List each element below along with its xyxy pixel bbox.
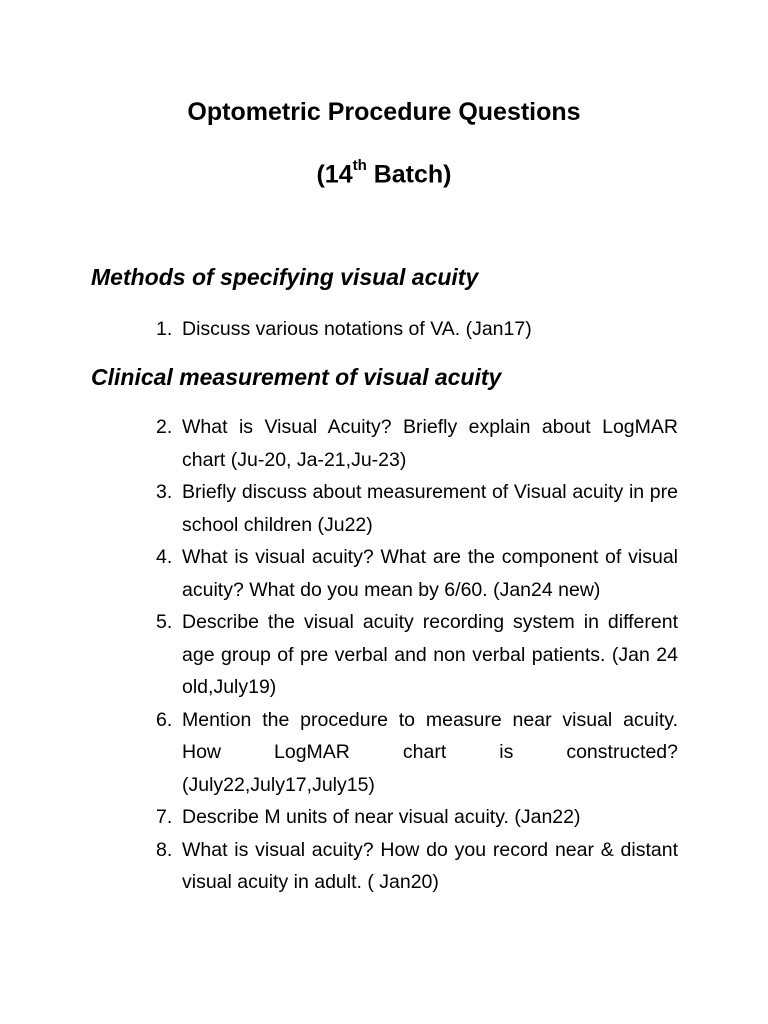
question-number: 5.: [156, 611, 173, 633]
batch-ordinal-suffix: th: [352, 157, 367, 174]
question-item: [156, 476, 678, 541]
question-item: [156, 704, 678, 802]
question-number: 8.: [156, 838, 173, 861]
section-heading-clinical: Clinical measurement of visual acuity: [91, 364, 502, 390]
section-heading-methods: Methods of specifying visual acuity: [91, 264, 479, 290]
question-item: [156, 541, 678, 606]
question-number: 7.: [156, 806, 173, 828]
question-list-methods: [156, 313, 678, 346]
batch-close: Batch): [366, 160, 452, 189]
document-title: Optometric Procedure Questions: [187, 98, 581, 126]
question-item: [156, 313, 678, 346]
question-item: [156, 801, 678, 834]
batch-subtitle: [0, 154, 768, 189]
question-text: Briefly discuss about measurement of Visual acuity in pre school children (Ju22): [182, 481, 678, 536]
question-text: What is visual acuity? What are the component of visual acuity? What do you mean by 6/60. (Jan24 new): [182, 546, 678, 601]
question-text: What is visual acuity? How do you record near & distant visual acuity in adult. ( Jan20): [182, 838, 678, 893]
question-text: What is Visual Acuity? Briefly explain about LogMAR chart (Ju-20, Ja-21,Ju-23): [182, 416, 678, 471]
question-item: [156, 606, 678, 704]
question-number: 4.: [156, 546, 173, 568]
question-text: Describe M units of near visual acuity. (Jan22): [182, 806, 581, 828]
question-number: 1.: [156, 318, 173, 340]
question-list-clinical: [156, 411, 678, 899]
batch-open: (14: [316, 160, 353, 189]
question-item: [156, 411, 678, 476]
question-item: [156, 834, 678, 899]
question-text: Discuss various notations of VA. (Jan17): [182, 318, 532, 340]
question-number: 2.: [156, 416, 173, 438]
question-text: Mention the procedure to measure near visual acuity. How LogMAR chart is constructed? (July22,July17,July15): [182, 708, 678, 796]
question-number: 3.: [156, 481, 173, 503]
question-number: 6.: [156, 708, 173, 731]
question-text: Describe the visual acuity recording system in different age group of pre verbal and non verbal patients. (Jan 24 old,July19): [182, 611, 678, 698]
